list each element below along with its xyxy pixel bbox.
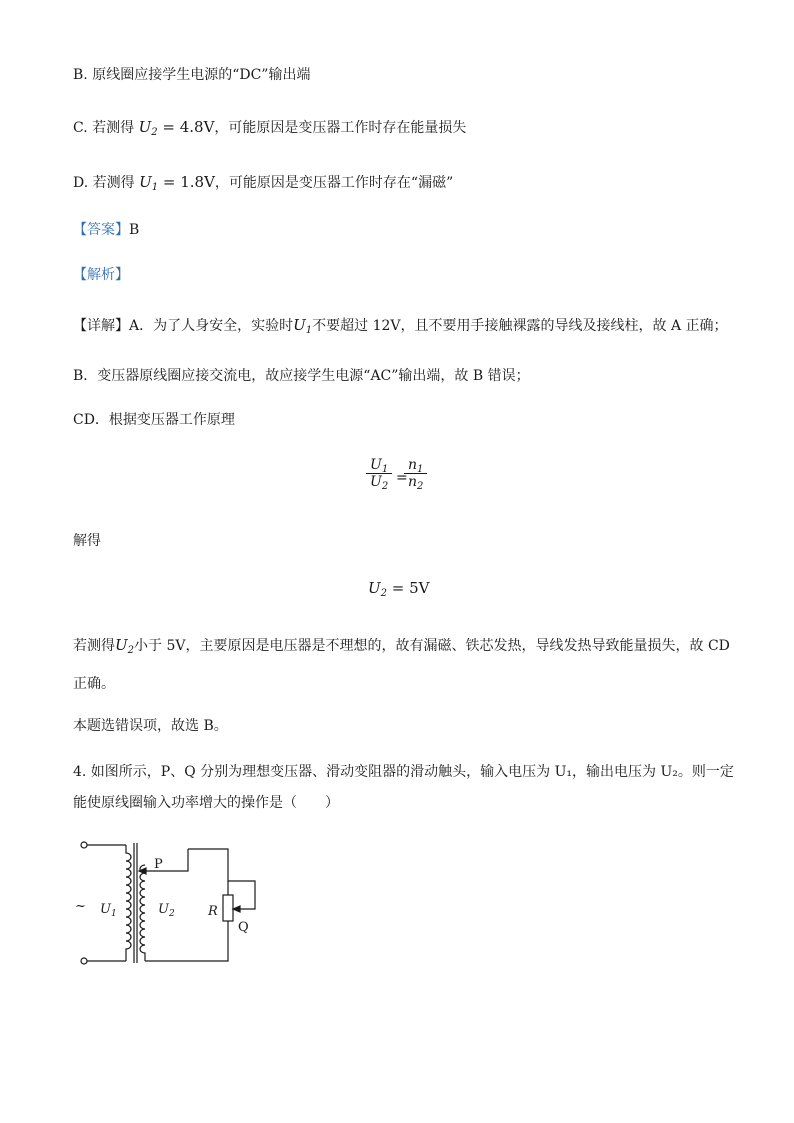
primary-coil bbox=[126, 845, 131, 961]
label-ac: ~ bbox=[75, 899, 86, 914]
answer-line bbox=[73, 220, 139, 240]
input-terminal-top bbox=[81, 842, 87, 848]
input-terminal-bottom bbox=[81, 958, 87, 964]
option-d-suffix: ，可能原因是变压器工作时存在“漏磁” bbox=[214, 175, 454, 191]
label-q: Q bbox=[238, 920, 249, 935]
answer-label: 【答案】 bbox=[73, 222, 129, 238]
analysis-label: 【解析】 bbox=[73, 267, 129, 283]
detail-line bbox=[73, 315, 728, 336]
conclusion-line-1: 若测得$U_2$小于 5V，主要原因是电压器是不理想的，故有漏磁、铁芯发热，导线发热导致能量损失，故 CD bbox=[73, 636, 730, 656]
label-u1: $U_1$ bbox=[100, 902, 117, 919]
answer-value: B bbox=[129, 222, 140, 238]
option-d bbox=[73, 172, 453, 193]
question-4-line-2: 能使原线圈输入功率增大的操作是（ ） bbox=[73, 795, 339, 811]
question-4-line-1: 4. 如图所示，P、Q 分别为理想变压器、滑动变阻器的滑动触头，输入电压为 U₁，输出电压为 U₂。则一定 bbox=[73, 764, 734, 780]
resistor-r bbox=[223, 895, 233, 921]
formula-result: $U_2 = 5V$ bbox=[368, 579, 430, 599]
option-d-var: $U_1$ bbox=[139, 173, 159, 193]
formula-u-fraction: $\frac{U_1}{U_2}$ bbox=[366, 457, 392, 490]
bottom-wire bbox=[145, 921, 228, 961]
choose-line: 本题选错误项，故选 B。 bbox=[73, 718, 228, 734]
option-d-value: = 1.8V bbox=[158, 173, 215, 191]
option-d-prefix: D. 若测得 bbox=[73, 175, 140, 191]
label-r: R bbox=[208, 904, 218, 919]
jiede: 解得 bbox=[73, 533, 101, 549]
line-cd: CD．根据变压器工作原理 bbox=[73, 412, 235, 428]
transformer-circuit-diagram bbox=[70, 835, 270, 975]
detail-text-a2: 不要超过 12V，且不要用手接触裸露的导线及接线柱，故 A 正确； bbox=[312, 318, 728, 334]
option-c bbox=[73, 117, 466, 138]
p-slider-wire bbox=[142, 849, 188, 871]
option-c-suffix: ，可能原因是变压器工作时存在能量损失 bbox=[214, 120, 467, 136]
option-c-prefix: C. 若测得 bbox=[73, 120, 139, 136]
top-wire bbox=[188, 849, 228, 895]
q-slider-arrowhead bbox=[233, 906, 240, 912]
detail-text-a1: A．为了人身安全，实验时 bbox=[129, 318, 294, 334]
secondary-coil bbox=[140, 865, 145, 961]
detail-label: 【详解】 bbox=[73, 318, 129, 334]
option-b: B. 原线圈应接学生电源的“DC”输出端 bbox=[73, 67, 311, 83]
label-p: P bbox=[154, 857, 163, 872]
formula-n-fraction: $\frac{n_1}{n_2}$ bbox=[404, 457, 427, 490]
option-c-value: = 4.8V bbox=[157, 118, 215, 136]
detail-var: $U_1$ bbox=[293, 316, 313, 336]
line-b: B．变压器原线圈应接交流电，故应接学生电源“AC”输出端，故 B 错误； bbox=[73, 368, 530, 384]
conclusion-line-2: 正确。 bbox=[73, 676, 115, 692]
option-c-var: $U_2$ bbox=[138, 118, 158, 138]
label-u2: $U_2$ bbox=[158, 902, 175, 919]
formula-equals: = bbox=[396, 470, 408, 486]
